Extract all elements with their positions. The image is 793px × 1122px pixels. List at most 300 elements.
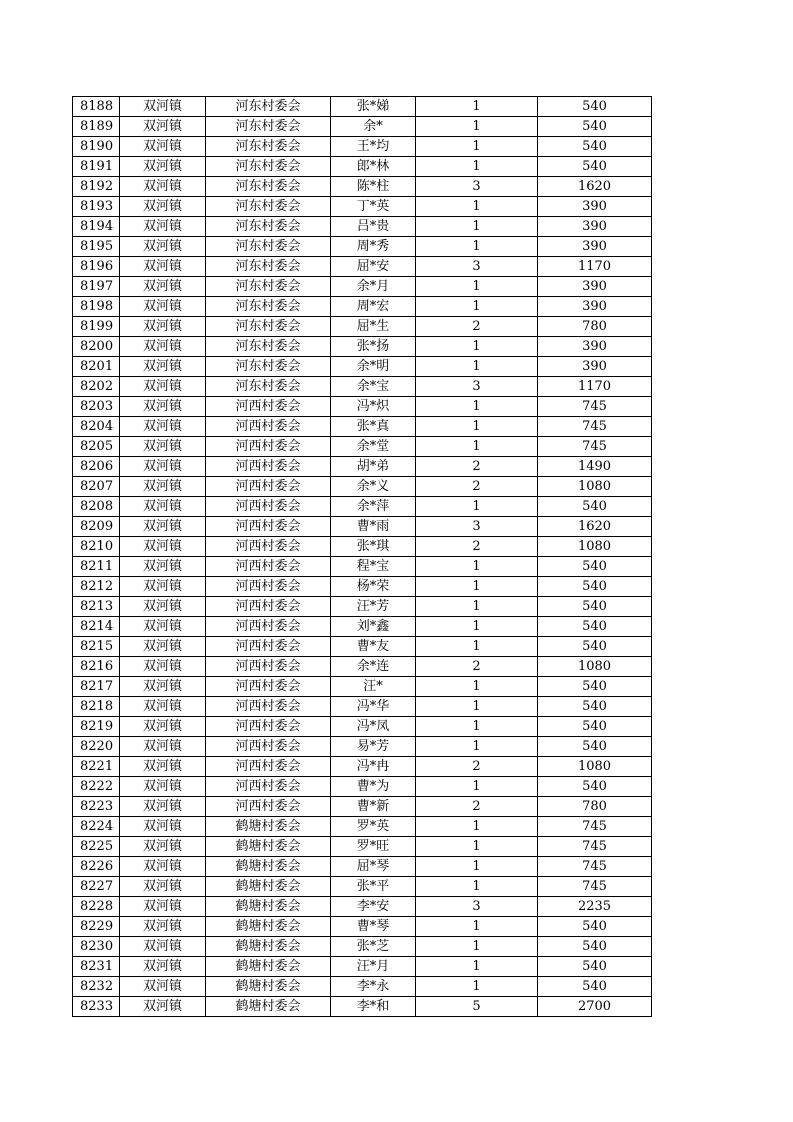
table-row [73,617,652,637]
record-id-cell: 8197 [73,277,120,297]
amount-cell: 540 [538,737,652,757]
name-cell: 李*安 [331,897,416,917]
name-cell: 程*宝 [331,557,416,577]
name-cell: 张*扬 [331,337,416,357]
table-row [73,597,652,617]
town-cell: 双河镇 [120,477,206,497]
table-row [73,557,652,577]
record-id-cell: 8211 [73,557,120,577]
table-row [73,397,652,417]
table-row [73,157,652,177]
name-cell: 张*娣 [331,97,416,117]
town-cell: 双河镇 [120,537,206,557]
name-cell: 余* [331,117,416,137]
count-cell: 1 [416,437,538,457]
name-cell: 曹*新 [331,797,416,817]
count-cell: 1 [416,97,538,117]
name-cell: 罗*旺 [331,837,416,857]
record-id-cell: 8216 [73,657,120,677]
table-row [73,237,652,257]
record-id-cell: 8221 [73,757,120,777]
name-cell: 胡*弟 [331,457,416,477]
amount-cell: 390 [538,237,652,257]
town-cell: 双河镇 [120,317,206,337]
record-id-cell: 8207 [73,477,120,497]
name-cell: 屈*生 [331,317,416,337]
record-id-cell: 8202 [73,377,120,397]
village-committee-cell: 鹤塘村委会 [206,837,331,857]
record-id-cell: 8201 [73,357,120,377]
record-id-cell: 8194 [73,217,120,237]
table-row [73,637,652,657]
record-id-cell: 8212 [73,577,120,597]
amount-cell: 540 [538,977,652,997]
table-row [73,957,652,977]
village-committee-cell: 鹤塘村委会 [206,997,331,1017]
table-row [73,657,652,677]
amount-cell: 745 [538,817,652,837]
table-row [73,817,652,837]
table-row [73,777,652,797]
village-committee-cell: 河东村委会 [206,317,331,337]
table-row [73,437,652,457]
town-cell: 双河镇 [120,697,206,717]
village-committee-cell: 河西村委会 [206,637,331,657]
village-committee-cell: 河西村委会 [206,557,331,577]
record-id-cell: 8204 [73,417,120,437]
count-cell: 1 [416,497,538,517]
record-id-cell: 8233 [73,997,120,1017]
amount-cell: 540 [538,597,652,617]
amount-cell: 1170 [538,377,652,397]
town-cell: 双河镇 [120,857,206,877]
amount-cell: 780 [538,797,652,817]
count-cell: 1 [416,637,538,657]
count-cell: 2 [416,657,538,677]
amount-cell: 390 [538,297,652,317]
table-row [73,837,652,857]
count-cell: 1 [416,297,538,317]
table-row [73,417,652,437]
village-committee-cell: 河西村委会 [206,397,331,417]
village-committee-cell: 河西村委会 [206,777,331,797]
town-cell: 双河镇 [120,957,206,977]
record-id-cell: 8218 [73,697,120,717]
village-committee-cell: 鹤塘村委会 [206,897,331,917]
table-row [73,917,652,937]
town-cell: 双河镇 [120,257,206,277]
amount-cell: 540 [538,577,652,597]
town-cell: 双河镇 [120,417,206,437]
name-cell: 杨*荣 [331,577,416,597]
record-id-cell: 8199 [73,317,120,337]
name-cell: 冯*华 [331,697,416,717]
name-cell: 陈*柱 [331,177,416,197]
village-committee-cell: 鹤塘村委会 [206,877,331,897]
village-committee-cell: 河东村委会 [206,137,331,157]
record-id-cell: 8191 [73,157,120,177]
village-committee-cell: 河西村委会 [206,437,331,457]
count-cell: 1 [416,697,538,717]
village-committee-cell: 河东村委会 [206,377,331,397]
amount-cell: 540 [538,497,652,517]
amount-cell: 1080 [538,757,652,777]
name-cell: 余*义 [331,477,416,497]
count-cell: 1 [416,977,538,997]
village-committee-cell: 鹤塘村委会 [206,977,331,997]
town-cell: 双河镇 [120,997,206,1017]
village-committee-cell: 河西村委会 [206,797,331,817]
record-id-cell: 8214 [73,617,120,637]
count-cell: 2 [416,537,538,557]
count-cell: 1 [416,677,538,697]
town-cell: 双河镇 [120,117,206,137]
record-id-cell: 8209 [73,517,120,537]
town-cell: 双河镇 [120,277,206,297]
amount-cell: 540 [538,637,652,657]
town-cell: 双河镇 [120,737,206,757]
village-committee-cell: 鹤塘村委会 [206,917,331,937]
name-cell: 刘*鑫 [331,617,416,637]
town-cell: 双河镇 [120,877,206,897]
village-committee-cell: 河西村委会 [206,737,331,757]
count-cell: 1 [416,597,538,617]
count-cell: 1 [416,777,538,797]
name-cell: 冯*炽 [331,397,416,417]
name-cell: 张*真 [331,417,416,437]
village-committee-cell: 河东村委会 [206,237,331,257]
record-id-cell: 8210 [73,537,120,557]
town-cell: 双河镇 [120,137,206,157]
count-cell: 1 [416,577,538,597]
record-id-cell: 8227 [73,877,120,897]
table-row [73,997,652,1017]
name-cell: 罗*英 [331,817,416,837]
table-row [73,897,652,917]
table-row [73,797,652,817]
town-cell: 双河镇 [120,397,206,417]
record-id-cell: 8188 [73,97,120,117]
count-cell: 1 [416,837,538,857]
village-committee-cell: 河西村委会 [206,457,331,477]
amount-cell: 1080 [538,537,652,557]
count-cell: 1 [416,857,538,877]
village-committee-cell: 河东村委会 [206,217,331,237]
name-cell: 曹*为 [331,777,416,797]
name-cell: 李*永 [331,977,416,997]
record-id-cell: 8226 [73,857,120,877]
count-cell: 2 [416,757,538,777]
count-cell: 1 [416,957,538,977]
count-cell: 1 [416,157,538,177]
record-id-cell: 8192 [73,177,120,197]
town-cell: 双河镇 [120,557,206,577]
record-id-cell: 8220 [73,737,120,757]
count-cell: 2 [416,457,538,477]
table-row [73,977,652,997]
village-committee-cell: 河东村委会 [206,337,331,357]
record-id-cell: 8198 [73,297,120,317]
amount-cell: 390 [538,357,652,377]
amount-cell: 540 [538,917,652,937]
town-cell: 双河镇 [120,97,206,117]
table-row [73,377,652,397]
table-row [73,117,652,137]
amount-cell: 390 [538,197,652,217]
name-cell: 汪* [331,677,416,697]
name-cell: 王*均 [331,137,416,157]
village-committee-cell: 河东村委会 [206,177,331,197]
amount-cell: 1170 [538,257,652,277]
table-row [73,697,652,717]
amount-cell: 1490 [538,457,652,477]
amount-cell: 780 [538,317,652,337]
record-id-cell: 8206 [73,457,120,477]
village-committee-cell: 河西村委会 [206,517,331,537]
record-id-cell: 8205 [73,437,120,457]
count-cell: 2 [416,797,538,817]
table-row [73,357,652,377]
count-cell: 1 [416,137,538,157]
amount-cell: 1620 [538,177,652,197]
town-cell: 双河镇 [120,297,206,317]
amount-cell: 745 [538,437,652,457]
table-row [73,457,652,477]
name-cell: 曹*琴 [331,917,416,937]
amount-cell: 745 [538,857,652,877]
table-row [73,737,652,757]
town-cell: 双河镇 [120,437,206,457]
count-cell: 1 [416,357,538,377]
village-committee-cell: 河西村委会 [206,697,331,717]
count-cell: 2 [416,317,538,337]
name-cell: 余*月 [331,277,416,297]
village-committee-cell: 河西村委会 [206,617,331,637]
village-committee-cell: 河西村委会 [206,717,331,737]
count-cell: 1 [416,197,538,217]
count-cell: 5 [416,997,538,1017]
table-row [73,537,652,557]
record-id-cell: 8219 [73,717,120,737]
town-cell: 双河镇 [120,757,206,777]
record-id-cell: 8225 [73,837,120,857]
town-cell: 双河镇 [120,637,206,657]
name-cell: 周*宏 [331,297,416,317]
village-committee-cell: 河西村委会 [206,497,331,517]
name-cell: 曹*友 [331,637,416,657]
town-cell: 双河镇 [120,157,206,177]
count-cell: 3 [416,897,538,917]
amount-cell: 1080 [538,657,652,677]
table-row [73,517,652,537]
town-cell: 双河镇 [120,977,206,997]
village-committee-cell: 河东村委会 [206,277,331,297]
town-cell: 双河镇 [120,777,206,797]
count-cell: 3 [416,517,538,537]
amount-cell: 540 [538,117,652,137]
town-cell: 双河镇 [120,337,206,357]
village-committee-cell: 河东村委会 [206,297,331,317]
record-id-cell: 8231 [73,957,120,977]
table-row [73,937,652,957]
village-committee-cell: 河东村委会 [206,157,331,177]
amount-cell: 540 [538,937,652,957]
amount-cell: 2700 [538,997,652,1017]
table-row [73,97,652,117]
amount-cell: 745 [538,417,652,437]
amount-cell: 745 [538,397,652,417]
name-cell: 汪*芳 [331,597,416,617]
town-cell: 双河镇 [120,497,206,517]
record-id-cell: 8228 [73,897,120,917]
amount-cell: 1080 [538,477,652,497]
table-row [73,197,652,217]
count-cell: 1 [416,617,538,637]
town-cell: 双河镇 [120,517,206,537]
amount-cell: 390 [538,337,652,357]
name-cell: 张*琪 [331,537,416,557]
village-committee-cell: 河西村委会 [206,757,331,777]
table-row [73,177,652,197]
amount-cell: 540 [538,697,652,717]
count-cell: 1 [416,737,538,757]
record-id-cell: 8203 [73,397,120,417]
table-row [73,857,652,877]
town-cell: 双河镇 [120,937,206,957]
town-cell: 双河镇 [120,177,206,197]
amount-cell: 540 [538,677,652,697]
record-id-cell: 8232 [73,977,120,997]
count-cell: 1 [416,417,538,437]
record-id-cell: 8230 [73,937,120,957]
name-cell: 丁*英 [331,197,416,217]
town-cell: 双河镇 [120,377,206,397]
name-cell: 冯*冉 [331,757,416,777]
amount-cell: 745 [538,877,652,897]
record-id-cell: 8193 [73,197,120,217]
village-committee-cell: 河西村委会 [206,597,331,617]
name-cell: 冯*凤 [331,717,416,737]
table-row [73,757,652,777]
data-table [72,96,652,1017]
village-committee-cell: 河西村委会 [206,677,331,697]
name-cell: 张*芝 [331,937,416,957]
count-cell: 1 [416,217,538,237]
village-committee-cell: 河西村委会 [206,657,331,677]
amount-cell: 540 [538,957,652,977]
count-cell: 3 [416,377,538,397]
name-cell: 余*明 [331,357,416,377]
name-cell: 李*和 [331,997,416,1017]
name-cell: 屈*琴 [331,857,416,877]
record-id-cell: 8213 [73,597,120,617]
count-cell: 3 [416,257,538,277]
town-cell: 双河镇 [120,837,206,857]
count-cell: 1 [416,877,538,897]
village-committee-cell: 河东村委会 [206,257,331,277]
name-cell: 郎*林 [331,157,416,177]
table-row [73,497,652,517]
town-cell: 双河镇 [120,717,206,737]
town-cell: 双河镇 [120,917,206,937]
town-cell: 双河镇 [120,677,206,697]
town-cell: 双河镇 [120,817,206,837]
name-cell: 余*堂 [331,437,416,457]
village-committee-cell: 鹤塘村委会 [206,937,331,957]
amount-cell: 540 [538,97,652,117]
village-committee-cell: 鹤塘村委会 [206,857,331,877]
amount-cell: 390 [538,217,652,237]
record-id-cell: 8223 [73,797,120,817]
town-cell: 双河镇 [120,237,206,257]
name-cell: 周*秀 [331,237,416,257]
town-cell: 双河镇 [120,617,206,637]
name-cell: 张*平 [331,877,416,897]
record-id-cell: 8189 [73,117,120,137]
table-body [73,97,652,1017]
record-id-cell: 8190 [73,137,120,157]
table-row [73,257,652,277]
count-cell: 1 [416,117,538,137]
table-row [73,477,652,497]
village-committee-cell: 河东村委会 [206,97,331,117]
count-cell: 1 [416,277,538,297]
record-id-cell: 8195 [73,237,120,257]
name-cell: 易*芳 [331,737,416,757]
record-id-cell: 8222 [73,777,120,797]
count-cell: 1 [416,237,538,257]
count-cell: 1 [416,937,538,957]
table-row [73,277,652,297]
name-cell: 汪*月 [331,957,416,977]
table-row [73,217,652,237]
town-cell: 双河镇 [120,217,206,237]
amount-cell: 540 [538,557,652,577]
amount-cell: 540 [538,617,652,637]
village-committee-cell: 鹤塘村委会 [206,817,331,837]
village-committee-cell: 河西村委会 [206,477,331,497]
amount-cell: 1620 [538,517,652,537]
count-cell: 1 [416,337,538,357]
record-id-cell: 8208 [73,497,120,517]
name-cell: 余*连 [331,657,416,677]
village-committee-cell: 河东村委会 [206,197,331,217]
amount-cell: 2235 [538,897,652,917]
amount-cell: 390 [538,277,652,297]
name-cell: 屈*安 [331,257,416,277]
record-id-cell: 8196 [73,257,120,277]
record-id-cell: 8215 [73,637,120,657]
town-cell: 双河镇 [120,577,206,597]
amount-cell: 745 [538,837,652,857]
village-committee-cell: 鹤塘村委会 [206,957,331,977]
count-cell: 1 [416,557,538,577]
record-id-cell: 8224 [73,817,120,837]
table-row [73,297,652,317]
town-cell: 双河镇 [120,197,206,217]
amount-cell: 540 [538,137,652,157]
town-cell: 双河镇 [120,657,206,677]
table-row [73,677,652,697]
town-cell: 双河镇 [120,897,206,917]
name-cell: 余*宝 [331,377,416,397]
record-id-cell: 8217 [73,677,120,697]
count-cell: 3 [416,177,538,197]
count-cell: 1 [416,817,538,837]
amount-cell: 540 [538,777,652,797]
village-committee-cell: 河东村委会 [206,357,331,377]
name-cell: 吕*贵 [331,217,416,237]
